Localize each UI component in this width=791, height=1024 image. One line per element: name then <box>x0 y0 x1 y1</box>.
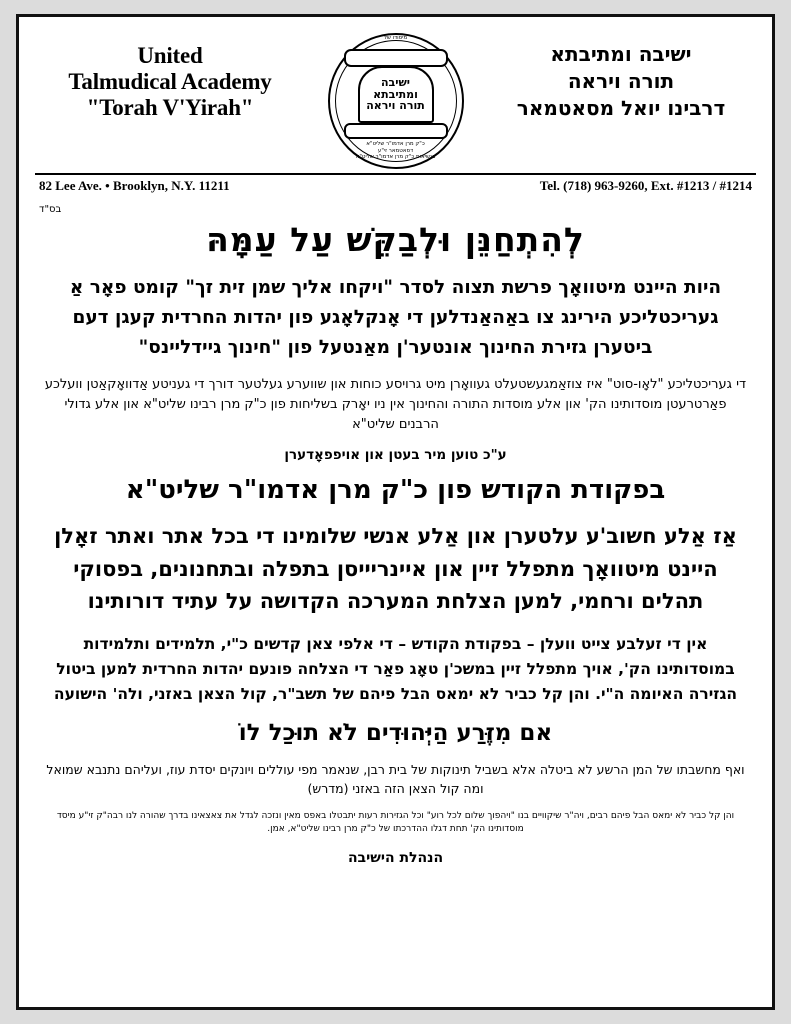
letterhead-hebrew-name <box>486 31 756 122</box>
letterhead-seal <box>321 31 471 169</box>
torah-scroll-bottom-icon <box>344 123 448 139</box>
org-name-line-1: United <box>137 43 203 68</box>
org-name-line-2: Talmudical Academy <box>68 68 272 94</box>
letterhead-english-name <box>35 31 305 120</box>
phone-text: Tel. (718) 963-9260, Ext. #1213 / #1214 <box>539 178 752 193</box>
midrash-quote: ואף מחשבתו של המן הרשע לא ביטלה אלא בשביל תינוקות של בית רבן, שנאמר מפי עוללים ויונקים יסדת עוז, ועליהם נתנבא שמואל ומה קול הצאן הזה באזני (מדרש) <box>46 761 745 796</box>
paragraph-1: היות היינט מיטוואָך פרשת תצוה לסדר "ויקחו אליך שמן זית זך" קומט פאָר אַ געריכטליכע הירינג צו באַהאַנדלען די אָנקלאָגע פון יהדות החרדית קעגן דעם ביטערן גזירת החינוך אונטער'ן מאַנטעל פון "חינוך גיידליינס" <box>69 276 722 358</box>
bsd-mark: בס"ד <box>39 204 62 215</box>
letterhead <box>33 27 758 169</box>
paragraph-2: די געריכטליכע "לאָו-סוט" איז צוזאַמגעשטעלט געוואָרן מיט גרויסע כוחות און שווערע געלטער דורך די געניטע אַדוואָקאַטן וועלכע פאַרטרעטן מוסדותינו הק' און אלע מוסדות התורה והחינוך אין ניו יאָרק בשליחות פון כ"ק מרן רבינו שליט"א און אלע גדולי הרבנים שליט"א <box>44 376 747 433</box>
page-title: לְהִתְחַנֵּן וּלְבַקֵּשׁ עַל עַמָּהּ <box>206 220 585 259</box>
tablet-icon <box>358 66 434 123</box>
seal-tablet-line-2: ומתיבתא <box>373 87 418 101</box>
seal-emblem-icon <box>328 33 464 169</box>
slogan-text: אם מִזֶּרַע הַיְּהוּדִים לֹא תוּכַל לוֹ <box>238 719 553 746</box>
callout-text: ע"כ טוען מיר בעטן און אויפפאָדערן <box>284 447 507 464</box>
hebrew-name-line-1: ישיבה ומתיבתא <box>550 42 692 66</box>
seal-tablet-line-1: ישיבה <box>380 76 411 90</box>
seal-bottom-line-3: בנשיאות כ"ק מרן אדמו"ר שליט"א <box>355 154 436 161</box>
hebrew-name-line-3: דרבינו יואל מסאטמאר <box>516 96 726 120</box>
seal-top-text: מיסודו של <box>383 35 408 41</box>
footnote-text: והן קל כביר לא ימאס הבל פיהם רבים, ויה"ר שיקוויים בנו "ויהפוך שלום לכל רוע" וכל הגזירות רעות יתבטלו באפס מאין ונזכה לגדל את צאצאינו בדרך שהורה לנו רבה"ק זי"ע מיסד מוסדותינו הק' תחת דגלו ההדרכתו של כ"ק מרן רבינו שליט"א, אמן. <box>56 811 735 835</box>
seal-bottom-line-2: דסאטמאר זי"ע <box>377 147 414 154</box>
paragraph-4: אין די זעלבע צייט וועלן – בפקודת הקודש – די אלפי צאן קדשים כ"י, תלמידים ותלמידות במוסדותינו הק', אויך מתפלל זיין במשכ'ן טאָג פאַר די הצלחה פונעם יהדות החרדית למען ביטול הגזירה האיומה ה"י. והן קל כביר לא ימאס הבל פיהם של תשב"ר, קול הצאן באזני, ולה' הישועה <box>53 634 738 703</box>
signature-text: הנהלת הישיבה <box>347 850 444 867</box>
seal-bottom-line-1: כ"ק מרן אדמו"ר שליט"א <box>366 141 425 148</box>
document-sheet <box>16 14 775 1010</box>
section-heading: בפקודת הקודש פון כ"ק מרן אדמו"ר שליט"א <box>125 474 666 505</box>
seal-tablet-line-3: תורה ויראה <box>366 99 425 113</box>
torah-scroll-top-icon <box>344 49 448 67</box>
letterhead-contact <box>33 175 758 194</box>
document-body <box>33 221 758 866</box>
hebrew-name-line-2: תורה ויראה <box>567 69 675 93</box>
seal-bottom-text <box>328 141 464 161</box>
org-name-line-3: "Torah V'Yirah" <box>86 94 254 120</box>
address-text: 82 Lee Ave. • Brooklyn, N.Y. 11211 <box>39 178 230 193</box>
paragraph-3: אַז אַלע חשוב'ע עלטערן און אַלע אנשי שלומינו די בכל אתר ואתר זאָלן היינט מיטוואָך מתפלל זיין און איינריייסן בתפלה ובתחנונים, בפסוקי תהלים ורחמי, למען הצלחת המערכה הקדושה על עתיד דורותינו <box>54 524 737 614</box>
